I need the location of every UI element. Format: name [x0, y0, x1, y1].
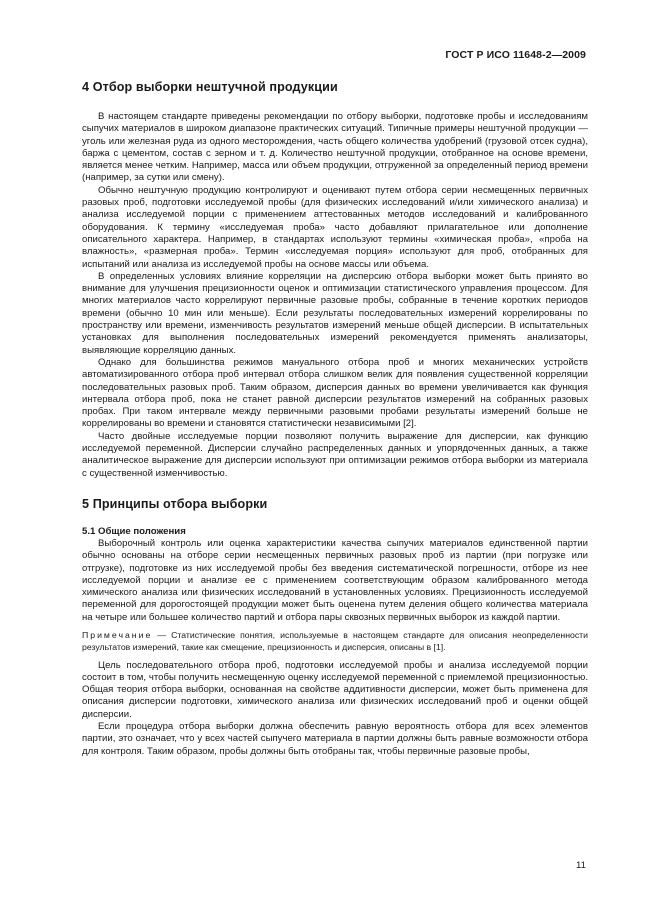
note	[82, 630, 588, 654]
section-5-paragraph: Выборочный контроль или оценка характеристики качества сыпучих материалов единственной партии обычно основаны на отборе серии несмещенных первичных разовых проб из партии (при погрузке или отгрузке), подготовке из них исследуемой пробы без введения систематической погрешности, отборе из нее исследуемой порции и анализе ее с применением соответствующим образом калиброванного метода химического анализа или физических исследований в установленных условиях. Прецизионность исследуемой переменной для дорогостоящей продукции может быть оценена путем деления общего количества материала на четыре или большее количество партий и отбора пары сквозных первичных выборок из каждой партии.	[82, 537, 588, 623]
section-4-paragraph: Однако для большинства режимов мануального отбора проб и многих механических устройств автоматизированного отбора проб интервал отбора слишком велик для появления существенной корреляции последовательных разовых проб. Таким образом, дисперсия данных во времени увеличивается как функция интервала отбора проб, пока не станет равной дисперсии результатов измерений на собранных разовых пробах. При таком интервале между первичными разовыми пробами результаты измерений больше не коррелированы во времени и становятся статистически независимыми [2].	[82, 356, 588, 430]
page-number: 11	[576, 860, 586, 871]
section-5-paragraph: Цель последовательного отбора проб, подготовки исследуемой пробы и анализа исследуемой порции состоит в том, чтобы получить несмещенную оценку исследуемой переменной с приемлемой прецизионностью. Общая теория отбора выборки, основанная на свойстве аддитивности дисперсии, может быть применена для описания дисперсии подготовки, химического анализа или физических исследований проб и оценки общей дисперсии.	[82, 659, 588, 720]
note-label: Примечание	[82, 629, 153, 640]
section-4-paragraph: В настоящем стандарте приведены рекомендации по отбору выборки, подготовке пробы и исследованиям сыпучих материалов в широком диапазоне практических ситуаций. Типичные примеры нештучной продукции — уголь или железная руда из одного месторождения, часть общего количества удобрений (грузовой отсек судна), баржа с цементом, состав с зерном и т. д. Количество нештучной продукции, отобранное на основе времени, является менее четким. Например, масса или объем продукции, отгруженной за определенный период времени (например, за сутки или смену).	[82, 111, 588, 184]
section-4-paragraph: Обычно нештучную продукцию контролируют и оценивают путем отбора серии несмещенных первичных разовых проб, подготовки исследуемой пробы (для физических исследований и/или химического анализа) и анализа исследуемой порции с применением аттестованных методов исследований и калиброванного оборудования. К термину «исследуемая проба» часто добавляют прилагательное или дополнение описательного характера. Например, в стандартах используют термины «химическая проба», «проба на влажность», «размерная проба». Термин «исследуемая порция» используют для проб, отобранных для испытаний или анализа из исследуемой пробы на основе массы или объема.	[82, 184, 588, 270]
document-code-header: ГОСТ Р ИСО 11648-2—2009	[445, 49, 586, 61]
section-4-paragraph: В определенных условиях влияние корреляции на дисперсию отбора выборки может быть принято во внимание для улучшения прецизионности оценок и оптимизации статистического управления процессом. Для многих материалов часто коррелируют первичные разовые пробы, собранные в течение коротких периодов времени (обычно 10 мин или меньше). Если результаты последовательных измерений коррелированы по пространству или времени, изменчивость результатов измерений меньше общей дисперсии. В испытательных установках для выполнения последовательных измерений рекомендуется применять анализаторы, выявляющие корреляцию данных.	[82, 270, 588, 356]
subsection-5-1-title: 5.1 Общие положения	[82, 525, 186, 537]
section-5-title: 5 Принципы отбора выборки	[82, 496, 268, 511]
page-content	[82, 80, 588, 758]
section-4-title: 4 Отбор выборки нештучной продукции	[82, 80, 338, 94]
section-4-paragraph: Часто двойные исследуемые порции позволяют получить выражение для дисперсии, как функцию исследуемой переменной. Дисперсии случайно распределенных данных и упорядоченных данных, а также аналитическое выражение для дисперсии используют при оптимизации режимов отбора выборки из материала с существенной изменчивостью.	[82, 430, 588, 479]
section-5-paragraph: Если процедура отбора выборки должна обеспечить равную вероятность отбора для всех элементов партии, это означает, что у всех частей сыпучего материала в партии должны быть равные возможности отбора для контроля. Таким образом, пробы должны быть отобраны так, чтобы первичные разовые пробы,	[82, 721, 588, 757]
note-text: — Статистические понятия, используемые в настоящем стандарте для описания неопределенности результатов измерений, такие как смещение, прецизионность и дисперсия, описаны в [1].	[82, 629, 588, 652]
